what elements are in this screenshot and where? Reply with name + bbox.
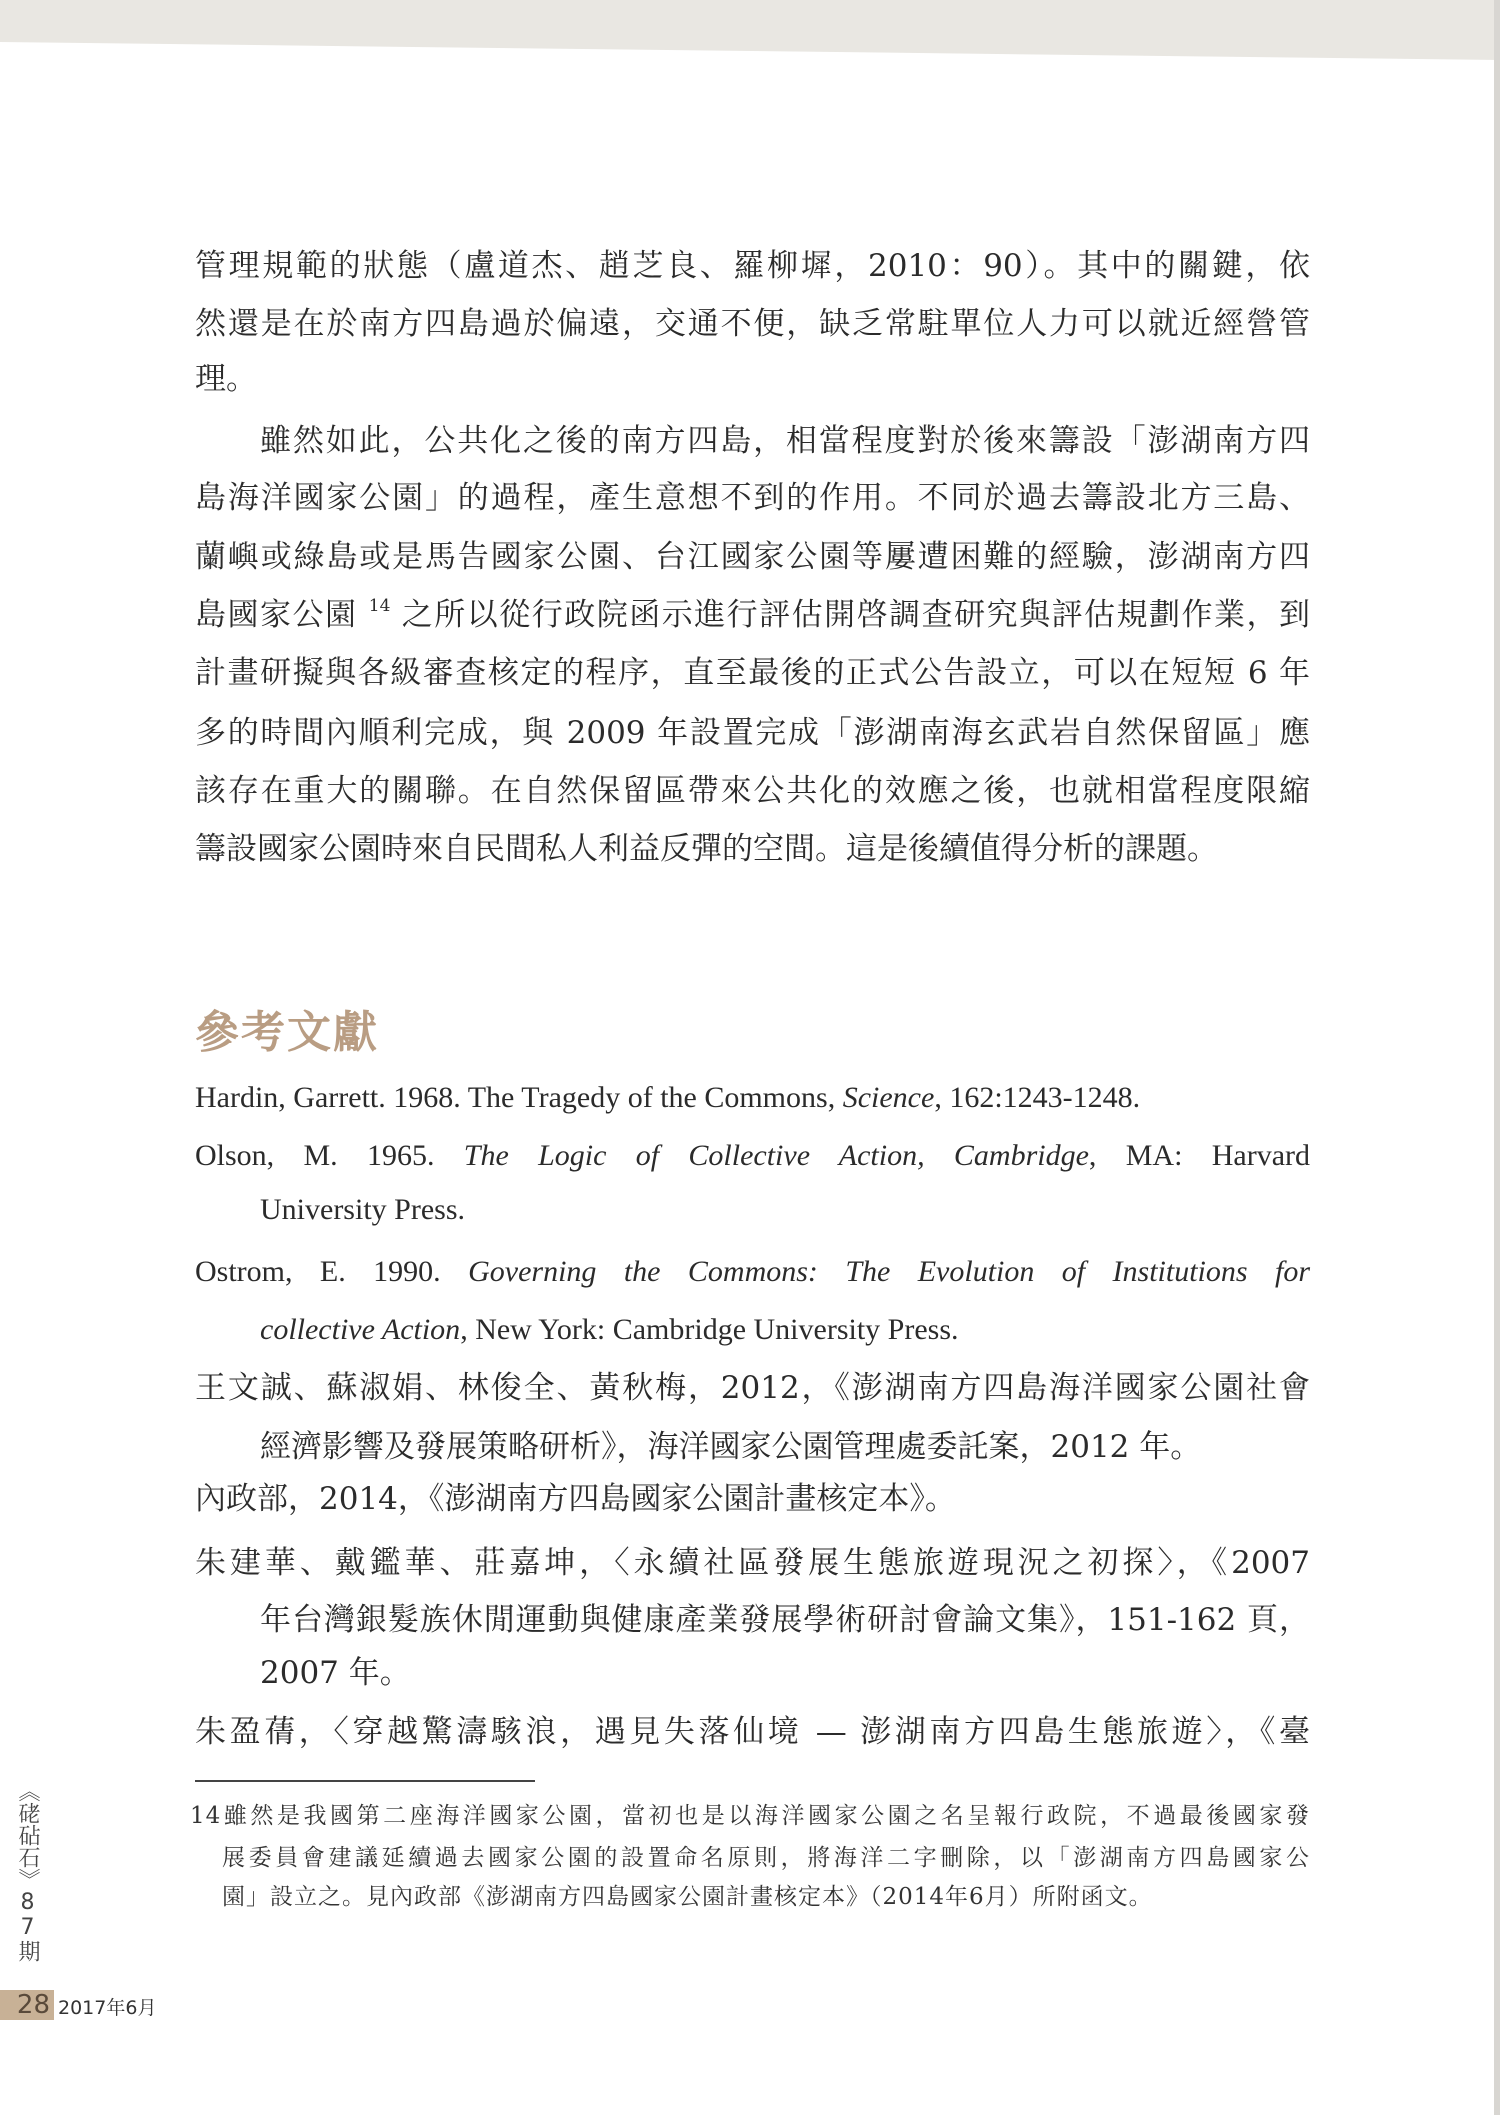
body-line: 多的時間內順利完成，與 2009 年設置完成「澎湖南海玄武岩自然保留區」應 — [195, 715, 1310, 751]
reference-ostrom-cont — [260, 1310, 1310, 1350]
footnote-line: 園」設立之。見內政部《澎湖南方四島國家公園計畫核定本》（2014年6月）所附函文。 — [222, 1884, 1153, 1910]
ref-text: Hardin, Garrett. 1968. The Tragedy of the Commons, — [195, 1081, 843, 1114]
body-line — [195, 595, 1310, 635]
reference-olson — [195, 1136, 1310, 1176]
references-heading: 參考文獻 — [195, 1007, 379, 1058]
ref-text: Ostrom, E. 1990. — [195, 1255, 469, 1288]
body-line: 籌設國家公園時來自民間私人利益反彈的空間。這是後續值得分析的課題。 — [195, 831, 1218, 867]
ref-title: The Logic of Collective Action, Cambridge — [463, 1139, 1089, 1172]
reference-zhu-cont: 年台灣銀髮族休閒運動與健康產業發展學術研討會論文集》，151-162 頁， — [260, 1602, 1310, 1638]
body-line: 理。 — [195, 361, 257, 397]
body-line: 該存在重大的關聯。在自然保留區帶來公共化的效應之後，也就相當程度限縮 — [195, 773, 1310, 809]
ref-text: , New York: Cambridge University Press. — [460, 1313, 959, 1346]
reference-ostrom — [195, 1252, 1310, 1292]
issue-date: 2017年6月 — [58, 1997, 157, 2019]
body-line: 管理規範的狀態（盧道杰、趙芝良、羅柳墀，2010：90）。其中的關鍵，依 — [195, 248, 1310, 284]
ref-text: , 162:1243-1248. — [934, 1081, 1141, 1114]
footnote-line: 14雖然是我國第二座海洋國家公園，當初也是以海洋國家公園之名呈報行政院，不過最後國家發 — [190, 1803, 1310, 1829]
ref-journal: Science — [842, 1081, 935, 1114]
journal-name: 《硓砧石》87期 — [15, 1780, 40, 1962]
body-line: 島海洋國家公園」的過程，產生意想不到的作用。不同於過去籌設北方三島、 — [195, 480, 1310, 516]
ref-title: collective Action — [260, 1313, 461, 1346]
body-line: 然還是在於南方四島過於偏遠，交通不便，缺乏常駐單位人力可以就近經營管 — [195, 306, 1310, 342]
reference-wang: 王文誠、蘇淑娟、林俊全、黃秋梅，2012，《澎湖南方四島海洋國家公園社會 — [195, 1370, 1310, 1406]
page-number: 28 — [0, 1990, 54, 2020]
scan-right-edge — [1494, 0, 1500, 2115]
reference-zhu: 朱建華、戴鑑華、莊嘉坤，〈永續社區發展生態旅遊現況之初探〉，《2007 — [195, 1545, 1310, 1581]
reference-olson-cont: University Press. — [260, 1193, 465, 1226]
footnote-line: 展委員會建議延續過去國家公園的設置命名原則，將海洋二字刪除，以「澎湖南方四島國家公 — [222, 1845, 1310, 1871]
footnote-divider — [195, 1780, 535, 1782]
reference-zhu-cont: 2007 年。 — [260, 1655, 411, 1691]
body-line: 計畫研擬與各級審查核定的程序，直至最後的正式公告設立，可以在短短 6 年 — [195, 655, 1310, 691]
reference-hardin — [195, 1078, 1310, 1118]
reference-moi: 內政部，2014，《澎湖南方四島國家公園計畫核定本》。 — [195, 1481, 956, 1517]
scan-top-band — [0, 0, 1500, 60]
reference-wang-cont: 經濟影響及發展策略研析》，海洋國家公園管理處委託案，2012 年。 — [260, 1429, 1202, 1465]
body-text-segment: 之所以從行政院函示進行評估開啓調查研究與評估規劃作業，到 — [401, 597, 1310, 633]
body-line: 雖然如此，公共化之後的南方四島，相當程度對於後來籌設「澎湖南方四 — [260, 423, 1310, 459]
reference-zhu2: 朱盈蒨，〈穿越驚濤駭浪，遇見失落仙境 — 澎湖南方四島生態旅遊〉，《臺 — [195, 1714, 1310, 1750]
ref-text: , MA: Harvard — [1088, 1139, 1310, 1172]
ref-text: Olson, M. 1965. — [195, 1139, 464, 1172]
body-text-segment: 島國家公園 — [195, 597, 358, 633]
footnote-ref-14: 14 — [368, 596, 391, 616]
body-line: 蘭嶼或綠島或是馬告國家公園、台江國家公園等屢遭困難的經驗，澎湖南方四 — [195, 539, 1310, 575]
ref-title: Governing the Commons: The Evolution of Institutions for — [468, 1255, 1311, 1288]
